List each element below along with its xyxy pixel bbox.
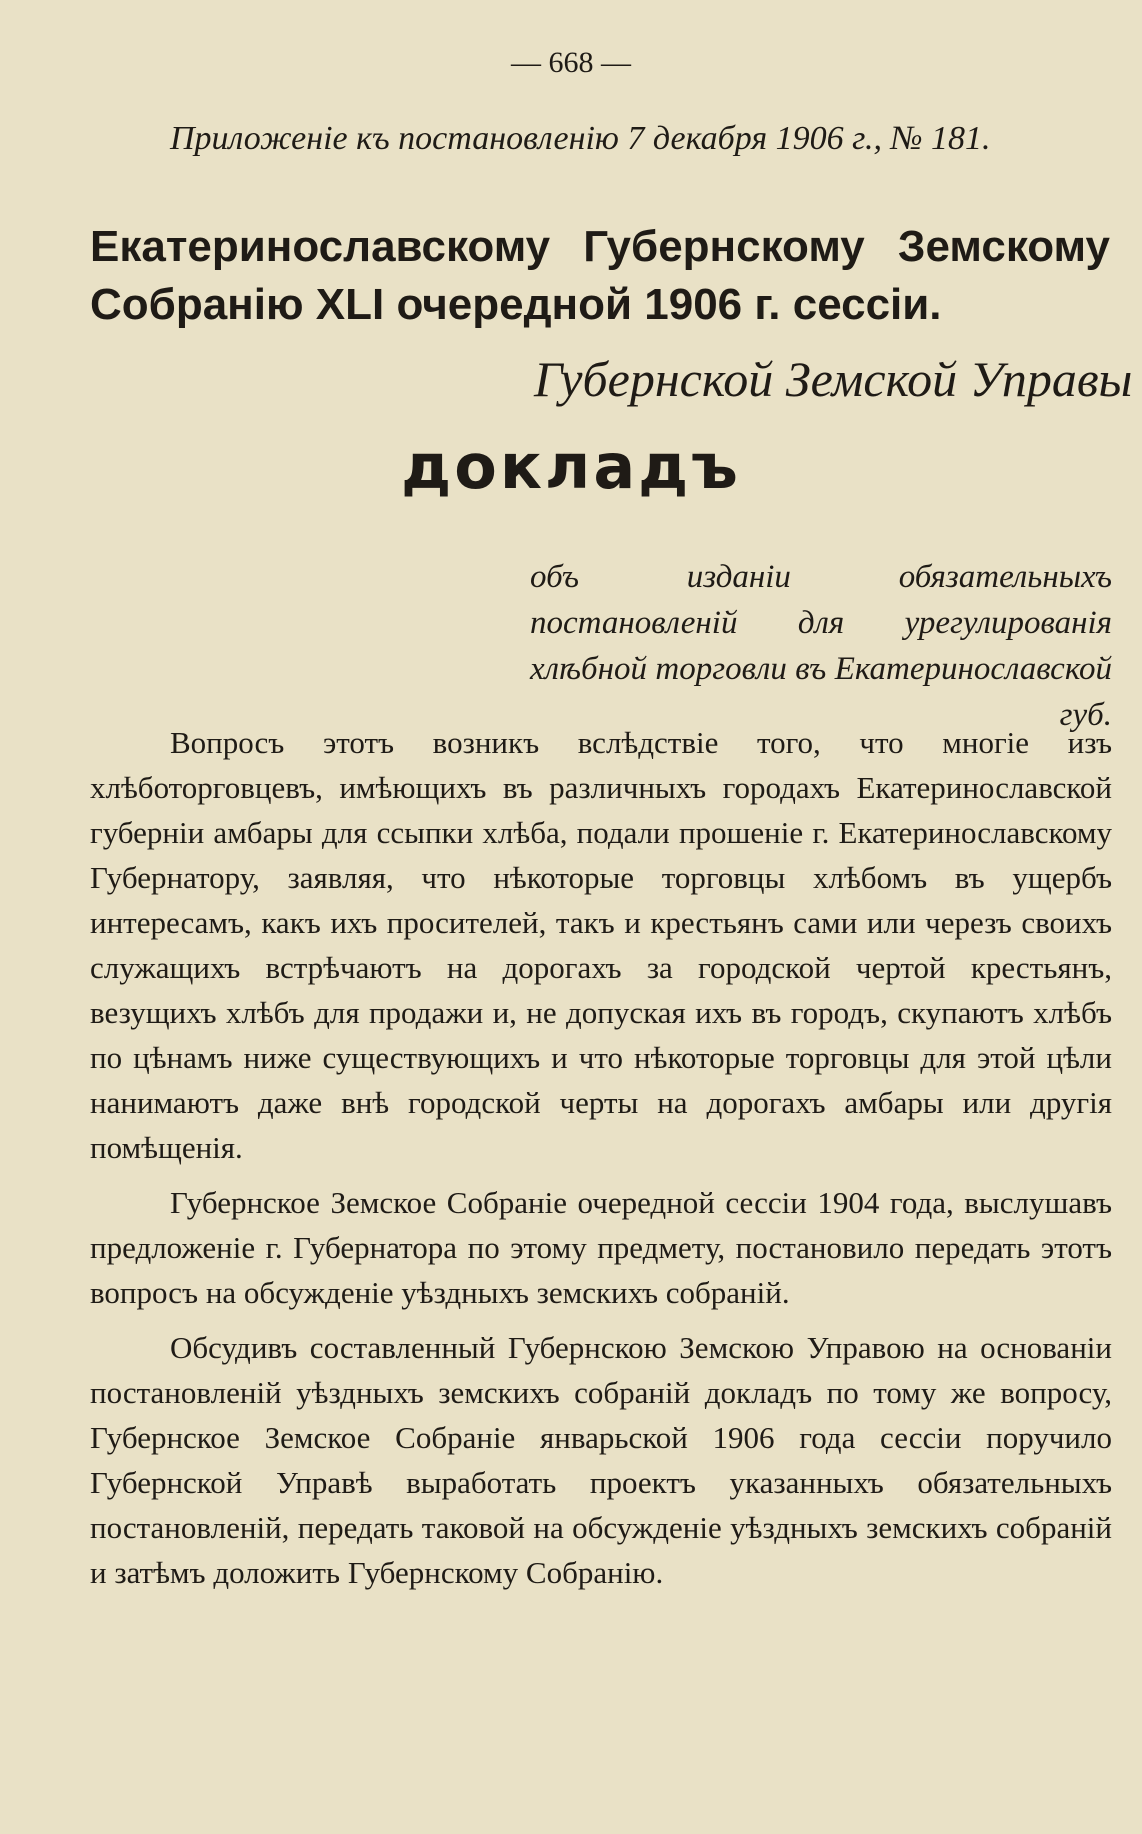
report-subject: объ изданіи обязательныхъ постановленій для урегулированія хлѣбной торговли въ Екатеринославской губ. bbox=[530, 559, 1112, 733]
appendix-note: Приложеніе къ постановленію 7 декабря 1906 г., № 181. bbox=[170, 120, 991, 157]
body-paragraph: Обсудивъ составленный Губернскою Земскою Управою на основаніи постановленій уѣздныхъ земскихъ собраній докладъ по тому же вопросу, Губернское Земское Собраніе январьской 1906 года сессіи поручило Губернской Управѣ выработать проектъ указанныхъ обязательныхъ постановленій, передать таковой на обсужденіе уѣздныхъ земскихъ собраній и затѣмъ доложить Губернскому Собранію. bbox=[90, 1330, 1112, 1590]
document-heading: Екатеринославскому Губернскому Земскому Собранію XLI очередной 1906 г. сессіи. bbox=[90, 222, 1110, 329]
body-paragraph: Губернское Земское Собраніе очередной сессіи 1904 года, выслушавъ предложеніе г. Губернатора по этому предмету, постановило передать этотъ вопросъ на обсужденіе уѣздныхъ земскихъ собраній. bbox=[90, 1185, 1112, 1310]
authority-subheading: Губернской Земской Управы bbox=[534, 351, 1133, 407]
body-text bbox=[90, 720, 1112, 1595]
document-type-title: докладъ bbox=[401, 430, 741, 503]
body-paragraph: Вопросъ этотъ возникъ вслѣдствіе того, что многіе изъ хлѣботорговцевъ, имѣющихъ въ различныхъ городахъ Екатеринославской губерніи амбары для ссыпки хлѣба, подали прошеніе г. Екатеринославскому Губернатору, заявляя, что нѣкоторые торговцы хлѣбомъ въ ущербъ интересамъ, какъ ихъ просителей, такъ и крестьянъ сами или черезъ своихъ служащихъ встрѣчаютъ на дорогахъ за городской чертой крестьянъ, везущихъ хлѣбъ для продажи и, не допуская ихъ въ городъ, скупаютъ хлѣбъ по цѣнамъ ниже существующихъ и что нѣкоторые торговцы для этой цѣли нанимаютъ даже внѣ городской черты на дорогахъ амбары или другія помѣщенія. bbox=[90, 725, 1112, 1165]
page-number: — 668 — bbox=[511, 46, 631, 79]
